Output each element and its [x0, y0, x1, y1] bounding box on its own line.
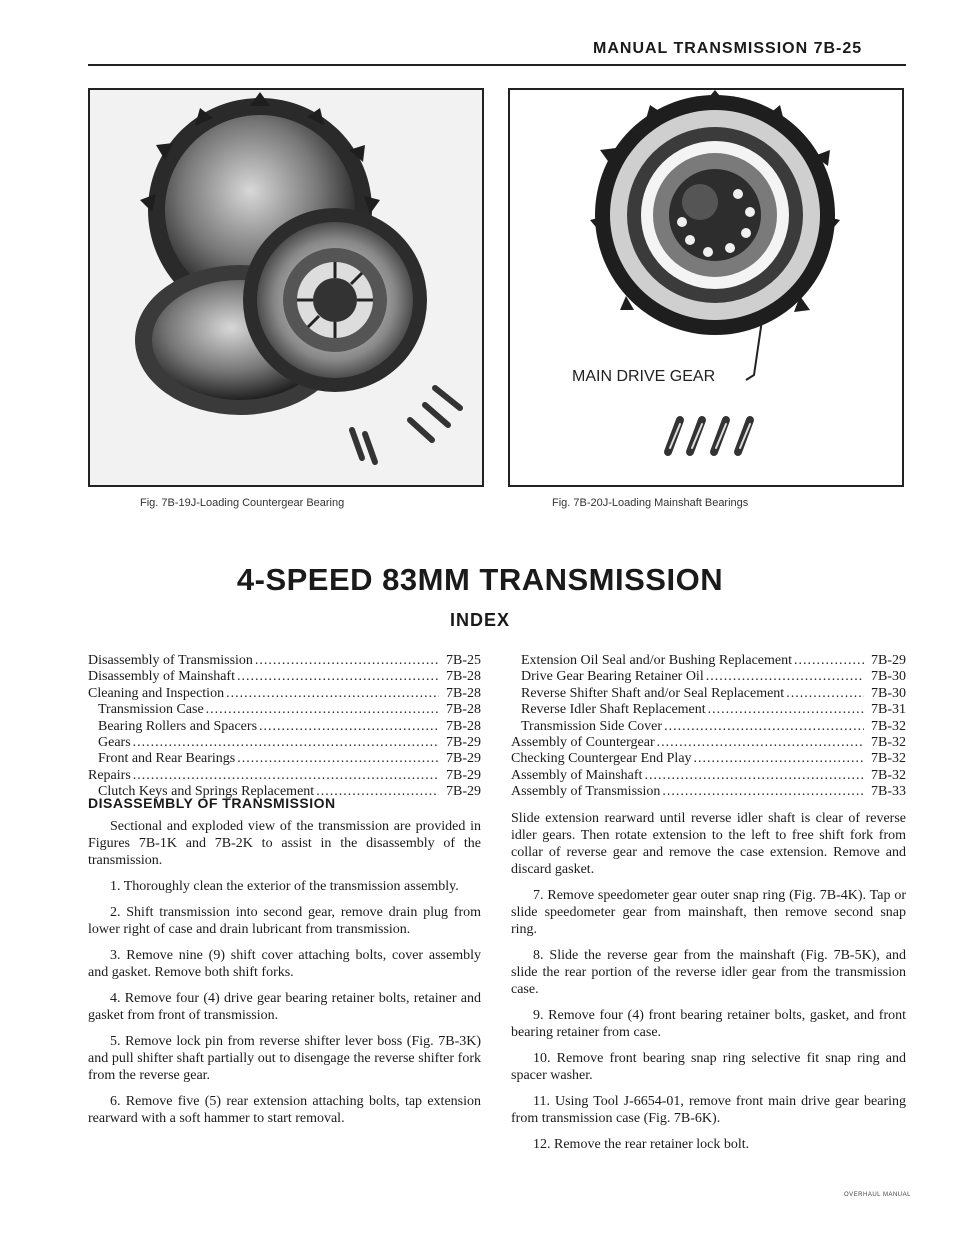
dot-leader: [694, 751, 864, 767]
index-list-left: [88, 653, 481, 801]
body-paragraph: 12. Remove the rear retainer lock bolt.: [533, 1137, 750, 1152]
figure-caption: Fig. 7B-20J-Loading Mainshaft Bearings: [552, 497, 749, 509]
dot-leader: [237, 669, 439, 685]
index-entry-label: Reverse Idler Shaft Replacement: [521, 702, 706, 718]
body-paragraph: 5. Remove lock pin from reverse shifter lever boss (Fig. 7B-3K) and pull shifter shaft partially out to disengage the reverse shifter fork from the reverse gear.: [88, 1034, 481, 1083]
index-entry: [511, 768, 906, 784]
dot-leader: [786, 686, 864, 702]
page-title: 4-SPEED 83MM TRANSMISSION: [236, 562, 724, 597]
index-entry: [88, 653, 481, 669]
index-entry: [511, 735, 906, 751]
index-heading: INDEX: [449, 610, 510, 630]
countergear-illustration: [90, 90, 482, 485]
index-entry-label: Assembly of Transmission: [511, 784, 661, 800]
index-entry-label: Reverse Shifter Shaft and/or Seal Replacement: [521, 685, 785, 701]
index-entry-label: Front and Rear Bearings: [98, 751, 236, 767]
dot-leader: [237, 751, 439, 767]
dot-leader: [133, 735, 439, 751]
body-paragraph: 3. Remove nine (9) shift cover attaching bolts, cover assembly and gasket. Remove both shift forks.: [88, 948, 481, 980]
footer-note: OVERHAUL MANUAL: [844, 1192, 911, 1198]
index-entry: [88, 669, 481, 685]
dot-leader: [794, 653, 864, 669]
dot-leader: [657, 735, 864, 751]
index-entry-page: 7B-29: [871, 653, 906, 668]
body-paragraph: 2. Shift transmission into second gear, remove drain plug from lower right of case and drain lubricant from transmission.: [88, 905, 481, 937]
dot-leader: [664, 719, 864, 735]
index-entry-page: 7B-29: [446, 784, 481, 800]
body-paragraph: Sectional and exploded view of the transmission are provided in Figures 7B-1K and 7B-2K to assist in the disassembly of the transmission.: [88, 819, 481, 868]
index-entry-page: 7B-28: [446, 718, 481, 734]
body-paragraph: 4. Remove four (4) drive gear bearing retainer bolts, retainer and gasket from front of transmission.: [88, 991, 481, 1023]
index-entry-page: 7B-32: [871, 718, 906, 734]
index-entry-label: Cleaning and Inspection: [88, 685, 225, 701]
index-entry: [88, 702, 481, 718]
index-entry-page: 7B-28: [446, 702, 481, 718]
section-heading: DISASSEMBLY OF TRANSMISSION: [88, 795, 336, 811]
index-entry-page: 7B-30: [871, 685, 906, 701]
index-entry: [511, 751, 906, 767]
body-paragraph: 7. Remove speedometer gear outer snap ring (Fig. 7B-4K). Tap or slide speedometer gear from mainshaft, then remove second snap ring.: [511, 888, 906, 937]
index-entry-page: 7B-32: [871, 751, 906, 767]
dot-leader: [708, 702, 864, 718]
index-entry-label: Bearing Rollers and Spacers: [98, 718, 258, 734]
index-entry-page: 7B-32: [871, 735, 906, 751]
index-entry-label: Clutch Keys and Springs Replacement: [98, 784, 315, 800]
index-entry-page: 7B-29: [446, 751, 481, 767]
body-paragraph: 8. Slide the reverse gear from the mainshaft (Fig. 7B-5K), and slide the rear portion of the reverse idler gear from the transmission case.: [511, 948, 906, 997]
figure-mainshaft-bearings: [508, 88, 904, 487]
index-entry: [88, 751, 481, 767]
index-entry: [511, 719, 906, 735]
index-entry: [511, 669, 906, 685]
index-entry-page: 7B-29: [446, 735, 481, 751]
body-paragraph: 1. Thoroughly clean the exterior of the transmission assembly.: [110, 879, 459, 894]
index-entry-label: Repairs: [88, 767, 131, 783]
dot-leader: [644, 768, 864, 784]
body-paragraph: 11. Using Tool J-6654-01, remove front main drive gear bearing from transmission case (Fig. 7B-6K).: [511, 1094, 906, 1126]
figure-countergear-bearing: [88, 88, 484, 487]
body-column-left: [88, 818, 481, 1136]
index-entry-page: 7B-30: [871, 669, 906, 685]
index-entry: [88, 686, 481, 702]
index-entry-label: Transmission Side Cover: [521, 718, 663, 734]
dot-leader: [255, 653, 439, 669]
index-entry-label: Gears: [98, 735, 131, 751]
main-drive-gear-callout: MAIN DRIVE GEAR: [572, 368, 716, 385]
index-entry-label: Drive Gear Bearing Retainer Oil: [521, 669, 704, 685]
dot-leader: [662, 784, 864, 800]
index-entry-page: 7B-33: [871, 784, 906, 800]
index-entry: [88, 719, 481, 735]
index-entry-label: Disassembly of Mainshaft: [88, 669, 235, 685]
index-entry-label: Assembly of Mainshaft: [511, 767, 643, 783]
page-header-title: MANUAL TRANSMISSION 7B-25: [593, 40, 863, 57]
index-entry-label: Assembly of Countergear: [511, 735, 655, 751]
index-entry-page: 7B-25: [446, 653, 481, 668]
index-entry: [88, 735, 481, 751]
index-entry-label: Transmission Case: [98, 702, 204, 718]
index-entry-label: Extension Oil Seal and/or Bushing Replacement: [521, 653, 793, 668]
main-drive-gear-illustration: [510, 90, 902, 485]
figure-caption: Fig. 7B-19J-Loading Countergear Bearing: [140, 497, 345, 509]
header-rule: [88, 64, 906, 66]
body-paragraph: 6. Remove five (5) rear extension attaching bolts, tap extension rearward with a soft hammer to start removal.: [88, 1094, 481, 1126]
dot-leader: [226, 686, 439, 702]
index-entry-page: 7B-29: [446, 767, 481, 783]
index-entry-page: 7B-31: [871, 702, 906, 718]
index-entry-label: Disassembly of Transmission: [88, 653, 253, 668]
dot-leader: [706, 669, 864, 685]
body-paragraph: Slide extension rearward until reverse idler shaft is clear of reverse idler gears. Then rotate extension to the left to free shift fork from collar of reverse gear and remove the case extension. Remove and discard gasket.: [511, 811, 906, 877]
body-column-right: [511, 810, 906, 1162]
body-paragraph: 9. Remove four (4) front bearing retainer bolts, gasket, and front bearing retainer from case.: [511, 1008, 906, 1040]
index-entry: [511, 784, 906, 800]
index-list-right: [511, 653, 906, 801]
index-entry-page: 7B-32: [871, 767, 906, 783]
index-entry-page: 7B-28: [446, 685, 481, 701]
body-paragraph: 10. Remove front bearing snap ring selective fit snap ring and spacer washer.: [511, 1051, 906, 1083]
dot-leader: [133, 768, 439, 784]
index-entry: [511, 686, 906, 702]
index-entry: [511, 653, 906, 669]
index-entry: [88, 768, 481, 784]
index-entry-page: 7B-28: [446, 669, 481, 685]
dot-leader: [259, 719, 439, 735]
index-entry: [511, 702, 906, 718]
dot-leader: [206, 702, 439, 718]
index-entry-label: Checking Countergear End Play: [511, 751, 692, 767]
